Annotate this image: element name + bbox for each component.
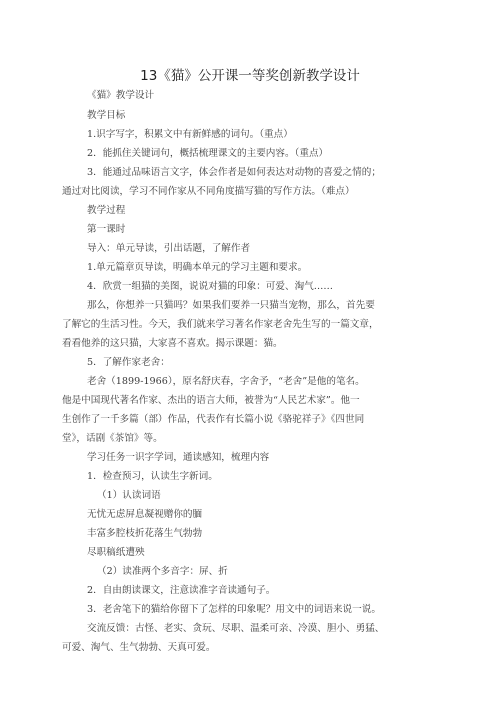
paragraph-line: 2．能抓住关键词句，概括梳理课文的主要内容。（重点） bbox=[87, 148, 329, 159]
paragraph-line: （1）认读词语 bbox=[97, 490, 161, 501]
paragraph-line: 老舍（1899-1966），原名舒庆春，字舍予，“老舍”是他的笔名。 bbox=[87, 376, 365, 387]
paragraph-line: 生创作了一千多篇（部）作品，代表作有长篇小说《骆驼祥子》《四世同 bbox=[62, 414, 365, 425]
word-list-line: 丰富多腔枝折花落生气勃勃 bbox=[87, 528, 203, 539]
paragraph-line: （2）读准两个多音字：屏、折 bbox=[97, 566, 228, 577]
paragraph-line: 可爱、淘气、生气勃勃、天真可爱。 bbox=[62, 642, 216, 653]
section-heading: 教学过程 bbox=[87, 205, 126, 216]
paragraph-line: 2．自由朗读课文，注意读准字音读通句子。 bbox=[87, 585, 276, 596]
section-heading: 第一课时 bbox=[87, 224, 126, 235]
paragraph-line: 交流反馈：古怪、老实、贪玩、尽职、温柔可亲、冷漠、胆小、勇猛、 bbox=[87, 623, 385, 634]
word-list-line: 无忧无虑屏息凝视赠你的腼 bbox=[87, 509, 203, 520]
paragraph-line: 3．能通过品味语言文字，体会作者是如何表达对动物的喜爱之情的； bbox=[87, 167, 381, 178]
paragraph-line: 3．老舍笔下的猫给你留下了怎样的印象呢？用文中的词语来说一说。 bbox=[87, 604, 381, 615]
section-heading: 学习任务一识字学词，通读感知，梳理内容 bbox=[87, 452, 270, 463]
word-list-line: 尽职稿纸遭殃 bbox=[87, 547, 145, 558]
paragraph-line: 通过对比阅读，学习不同作家从不同角度描写猫的写作方法。（难点） bbox=[62, 186, 355, 197]
paragraph-line: 导入：单元导读，引出话题，了解作者 bbox=[87, 243, 251, 254]
paragraph-line: 1.识字写字，积累文中有新鲜感的词句。（重点） bbox=[87, 129, 293, 140]
paragraph-line: 4．欣赏一组猫的美图，说说对猫的印象：可爱、淘气…… bbox=[87, 281, 333, 292]
paragraph-line: 他是中国现代著名作家、杰出的语言大师，被誉为“人民艺术家”。他一 bbox=[62, 395, 360, 406]
subtitle: 《猫》教学设计 bbox=[87, 90, 155, 101]
paragraph-line: 1.单元篇章页导读，明确本单元的学习主题和要求。 bbox=[87, 262, 308, 273]
paragraph-line: 1．检查预习，认读生字新词。 bbox=[87, 471, 218, 482]
paragraph-line: 看看他养的这只猫，大家喜不喜欢。揭示课题：猫。 bbox=[62, 338, 283, 349]
paragraph-line: 那么，你想养一只猫吗？如果我们要养一只猫当宠物，那么，首先要 bbox=[87, 300, 375, 311]
section-heading: 教学目标 bbox=[87, 110, 126, 121]
paragraph-line: 5．了解作家老舍： bbox=[87, 357, 170, 368]
document-title: 13《猫》公开课一等奖创新教学设计 bbox=[140, 68, 360, 84]
paragraph-line: 了解它的生活习性。今天，我们就来学习著名作家老舍先生写的一篇文章， bbox=[62, 319, 379, 330]
paragraph-line: 堂》，话剧《茶馆》等。 bbox=[62, 433, 163, 444]
